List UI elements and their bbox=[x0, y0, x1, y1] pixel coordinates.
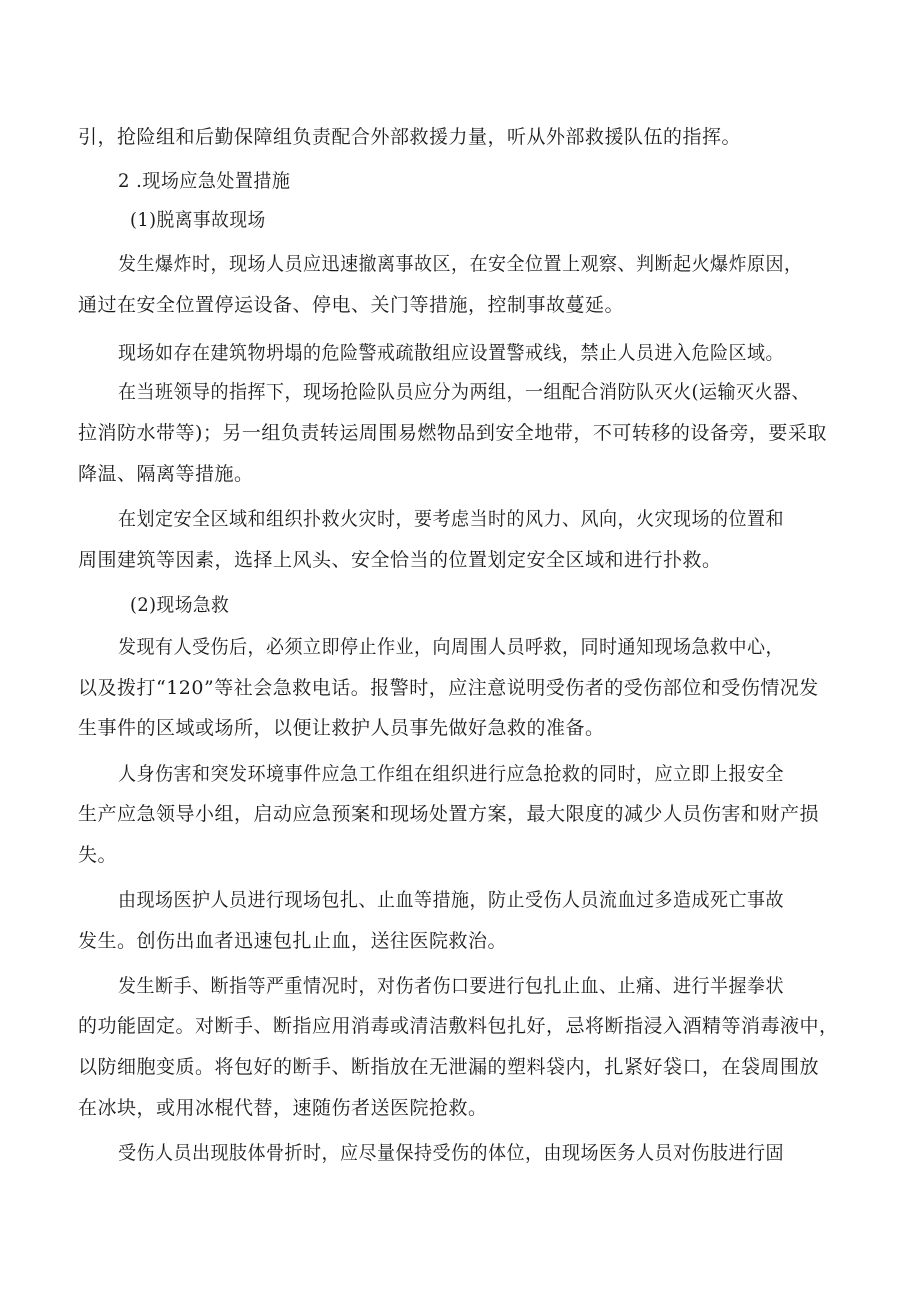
paragraph-line: 拉消防水带等)；另一组负责转运周围易燃物品到安全地带，不可转移的设备旁，要采取 bbox=[78, 422, 827, 444]
paragraph-line: 生事件的区域或场所，以便让救护人员事先做好急救的准备。 bbox=[78, 717, 605, 739]
paragraph-line: 发现有人受伤后，必须立即停止作业，向周围人员呼救，同时通知现场急救中心， bbox=[118, 636, 785, 658]
paragraph-line: 以防细胞变质。将包好的断手、断指放在无泄漏的塑料袋内，扎紧好袋口，在袋周围放 bbox=[78, 1056, 820, 1078]
paragraph-line: 失。 bbox=[78, 844, 118, 866]
paragraph-line: 引，抢险组和后勤保障组负责配合外部救援力量，听从外部救援队伍的指挥。 bbox=[78, 126, 742, 148]
paragraph-line: 现场如存在建筑物坍塌的危险警戒疏散组应设置警戒线，禁止人员进入危险区域。 bbox=[118, 342, 785, 364]
paragraph-line: 人身伤害和突发环境事件应急工作组在组织进行应急抢救的同时，应立即上报安全 bbox=[118, 763, 785, 785]
paragraph-line: 发生。创伤出血者迅速包扎止血，送往医院救治。 bbox=[78, 930, 508, 952]
paragraph-line: 在冰块，或用冰棍代替，速随伤者送医院抢救。 bbox=[78, 1097, 488, 1119]
paragraph-line: 生产应急领导小组，启动应急预案和现场处置方案，最大限度的减少人员伤害和财产损 bbox=[78, 803, 820, 825]
paragraph-line: 以及拨打“120”等社会急救电话。报警时，应注意说明受伤者的受伤部位和受伤情况发 bbox=[78, 677, 819, 699]
subsection-heading: (2)现场急救 bbox=[130, 594, 230, 616]
paragraph-line: 通过在安全位置停运设备、停电、关门等措施，控制事故蔓延。 bbox=[78, 294, 625, 316]
paragraph-line: 降温、隔离等措施。 bbox=[78, 463, 254, 485]
subsection-heading: (1)脱离事故现场 bbox=[130, 209, 266, 231]
paragraph-line: 在当班领导的指挥下，现场抢险队员应分为两组，一组配合消防队灭火(运输灭火器、 bbox=[118, 381, 811, 403]
paragraph-line: 周围建筑等因素，选择上风头、安全恰当的位置划定安全区域和进行扑救。 bbox=[78, 549, 722, 571]
paragraph-line: 由现场医护人员进行现场包扎、止血等措施，防止受伤人员流血过多造成死亡事故 bbox=[118, 889, 785, 911]
paragraph-line: 的功能固定。对断手、断指应用消毒或清洁敷料包扎好，忌将断指浸入酒精等消毒液中， bbox=[78, 1015, 839, 1037]
paragraph-line: 在划定安全区域和组织扑救火灾时，要考虑当时的风力、风向，火灾现场的位置和 bbox=[118, 508, 785, 530]
paragraph-line: 受伤人员出现肢体骨折时，应尽量保持受伤的体位，由现场医务人员对伤肢进行固 bbox=[118, 1142, 785, 1164]
paragraph-line: 发生断手、断指等严重情况时，对伤者伤口要进行包扎止血、止痛、进行半握拳状 bbox=[118, 975, 785, 997]
paragraph-line: 发生爆炸时，现场人员应迅速撤离事故区，在安全位置上观察、判断起火爆炸原因， bbox=[118, 253, 803, 275]
section-heading: 2 .现场应急处置措施 bbox=[118, 170, 291, 192]
